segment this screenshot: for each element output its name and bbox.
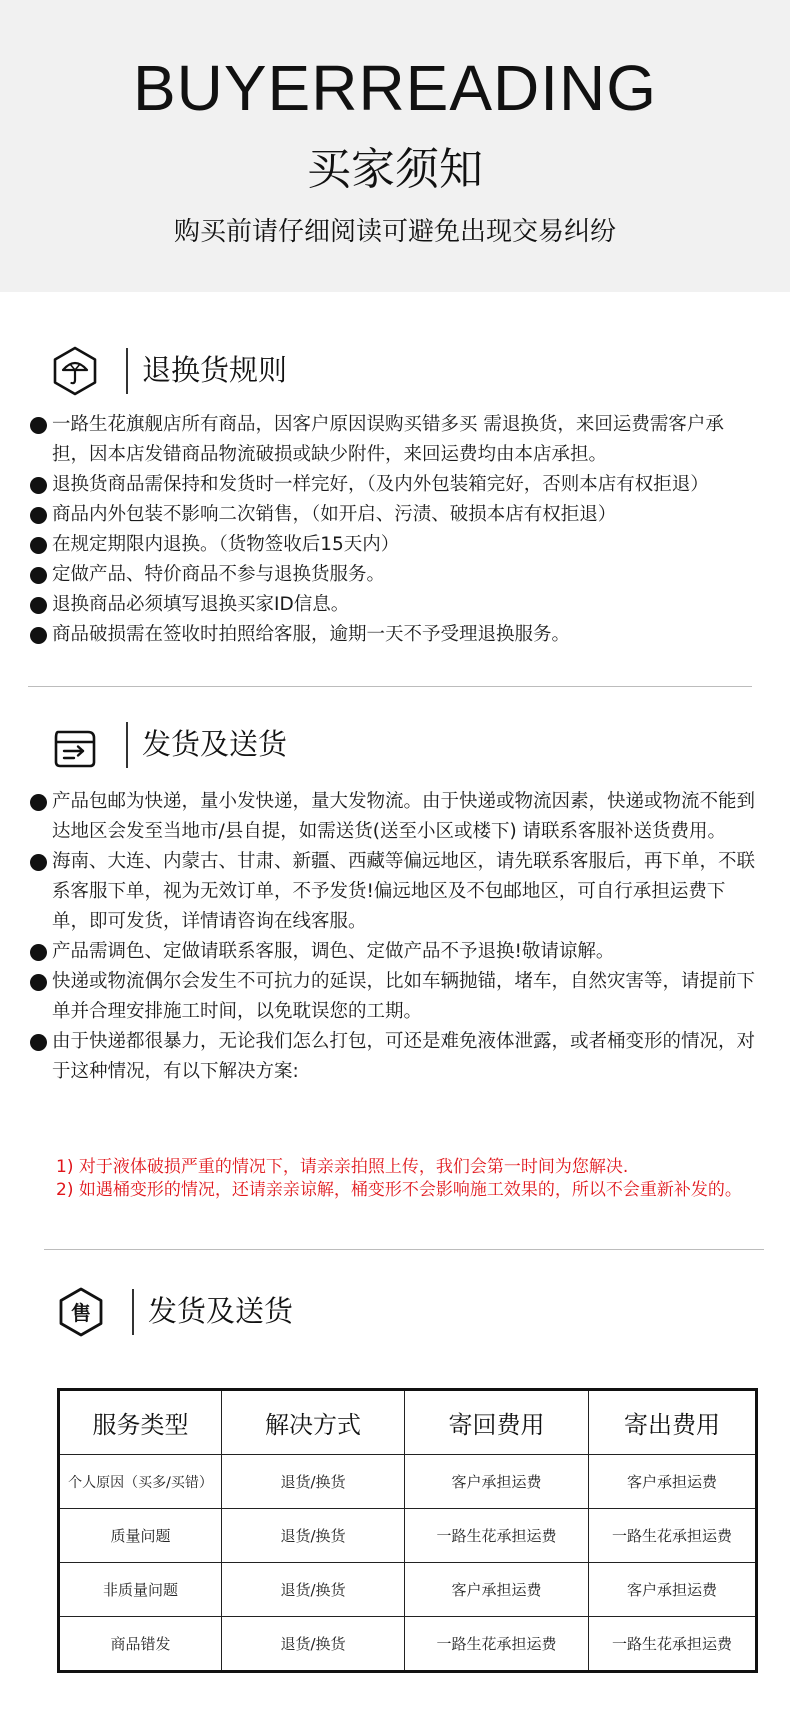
section-divider [44, 1249, 764, 1250]
section-title: 发货及送货 [148, 1294, 294, 1328]
table-cell: 退货/换货 [222, 1509, 405, 1563]
table-cell: 个人原因（买多/买错） [59, 1455, 222, 1509]
bullet-icon [30, 477, 47, 494]
bullet-icon [30, 627, 47, 644]
list-item: 产品需调色、定做请联系客服，调色、定做产品不予退换!敬请谅解。 [30, 937, 760, 967]
section-title: 发货及送货 [142, 727, 288, 761]
return-rules-list [30, 410, 760, 650]
col-solution: 解决方式 [222, 1390, 405, 1455]
heading-divider [126, 348, 128, 394]
list-item: 一路生花旗舰店所有商品，因客户原因误购买错多买 需退换货，来回运费需客户承担，因本店发错商品物流破损或缺少附件，来回运费均由本店承担。 [30, 410, 760, 470]
list-item: 退换货商品需保持和发货时一样完好，（及内外包装箱完好，否则本店有权拒退） [30, 470, 760, 500]
bullet-icon [30, 507, 47, 524]
table-cell: 客户承担运费 [589, 1455, 757, 1509]
section-divider [28, 686, 752, 687]
list-item: 产品包邮为快递，量小发快递，量大发物流。由于快递或物流因素，快递或物流不能到达地区会发至当地市/县自提，如需送货(送至小区或楼下) 请联系客服补送货费用。 [30, 787, 760, 847]
list-item: 快递或物流偶尔会发生不可抗力的延误，比如车辆抛锚，堵车，自然灾害等，请提前下单并合理安排施工时间，以免耽误您的工期。 [30, 967, 760, 1027]
hero-title-cn: 买家须知 [307, 144, 483, 195]
table-cell: 一路生花承担运费 [405, 1509, 589, 1563]
bullet-icon [30, 417, 47, 434]
section-service-heading [58, 1283, 458, 1343]
bullet-icon [30, 794, 47, 811]
shop-sale-icon [58, 1287, 104, 1337]
table-row [59, 1563, 757, 1617]
list-item: 商品内外包装不影响二次销售，（如开启、污渍、破损本店有权拒退） [30, 500, 760, 530]
heading-divider [126, 722, 128, 768]
list-item: 定做产品、特价商品不参与退换货服务。 [30, 560, 760, 590]
table-cell: 客户承担运费 [589, 1563, 757, 1617]
list-item: 在规定期限内退换。（货物签收后15天内） [30, 530, 760, 560]
bullet-icon [30, 944, 47, 961]
table-cell: 退货/换货 [222, 1617, 405, 1672]
table-cell: 一路生花承担运费 [405, 1617, 589, 1672]
hero-subtitle: 购买前请仔细阅读可避免出现交易纠纷 [173, 217, 616, 247]
table-row [59, 1509, 757, 1563]
table-cell: 退货/换货 [222, 1455, 405, 1509]
list-item: 退换商品必须填写退换买家ID信息。 [30, 590, 760, 620]
sale-glyph: 售 [71, 1301, 91, 1325]
section-shipping-heading [52, 716, 452, 776]
table-header-row [59, 1390, 757, 1455]
bullet-icon [30, 974, 47, 991]
list-item: 商品破损需在签收时拍照给客服，逾期一天不予受理退换服务。 [30, 620, 760, 650]
section-return-rules-heading [52, 342, 452, 402]
service-table [57, 1388, 758, 1673]
table-cell: 非质量问题 [59, 1563, 222, 1617]
shipping-notes [56, 1156, 776, 1202]
table-cell: 一路生花承担运费 [589, 1617, 757, 1672]
bullet-icon [30, 567, 47, 584]
table-row [59, 1617, 757, 1672]
table-cell: 一路生花承担运费 [589, 1509, 757, 1563]
shipping-rules-list [30, 787, 760, 1087]
heading-divider [132, 1289, 134, 1335]
shipping-box-icon [52, 720, 98, 770]
table-cell: 客户承担运费 [405, 1563, 589, 1617]
note-item: 1) 对于液体破损严重的情况下，请亲亲拍照上传，我们会第一时间为您解决. [56, 1157, 629, 1177]
col-service-type: 服务类型 [59, 1390, 222, 1455]
section-title: 退换货规则 [142, 353, 288, 387]
table-cell: 质量问题 [59, 1509, 222, 1563]
table-row [59, 1455, 757, 1509]
umbrella-hexagon-icon [52, 346, 98, 396]
list-item: 海南、大连、内蒙古、甘肃、新疆、西藏等偏远地区，请先联系客服后，再下单，不联系客服下单，视为无效订单，不予发货!偏远地区及不包邮地区，可自行承担运费下单，即可发货，详情请咨询在线客服。 [30, 847, 760, 937]
table-cell: 退货/换货 [222, 1563, 405, 1617]
bullet-icon [30, 597, 47, 614]
bullet-icon [30, 854, 47, 871]
note-item: 2) 如遇桶变形的情况，还请亲亲谅解，桶变形不会影响施工效果的，所以不会重新补发的。 [56, 1180, 742, 1200]
col-return-cost: 寄回费用 [405, 1390, 589, 1455]
table-cell: 客户承担运费 [405, 1455, 589, 1509]
table-cell: 商品错发 [59, 1617, 222, 1672]
bullet-icon [30, 537, 47, 554]
col-send-cost: 寄出费用 [589, 1390, 757, 1455]
bullet-icon [30, 1034, 47, 1051]
hero-banner [0, 0, 790, 292]
hero-title-en: BUYERREADING [132, 52, 658, 124]
list-item: 由于快递都很暴力，无论我们怎么打包，可还是难免液体泄露，或者桶变形的情况，对于这种情况，有以下解决方案: [30, 1027, 760, 1087]
